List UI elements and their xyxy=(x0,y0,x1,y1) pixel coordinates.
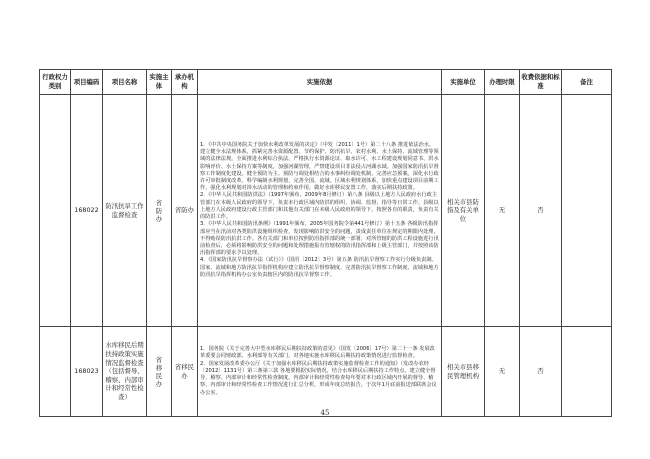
basis-paragraph: 3．《中华人民共和国防汛条例》（1991年颁布，2005年国务院令第441号修订）第十五条 各级防汛指挥部应当在汛前对各类防洪设施组织检查，发现影响防洪安全的问题，责成责任单位在规定的期限内处理，不得贻误防汛抗洪工作。各有关部门和单位按照防汛指挥部的统一部署，对所管辖的防洪工程设施进行汛前检查后，必须将影响防洪安全的问题和处理措施报有管辖权的防汛指挥部和上级主管部门，并按照该防汛指挥部的要求予以处理。 xyxy=(200,221,439,257)
table-header-row xyxy=(40,70,612,95)
header-fee: 收费依据和标准 xyxy=(520,70,562,95)
cell-code: 168022 xyxy=(71,95,103,327)
cell-category xyxy=(40,95,71,327)
cell-fee: 否 xyxy=(520,327,562,417)
cell-name: 防汛抗旱工作监督检查 xyxy=(103,95,147,327)
header-code: 项目编码 xyxy=(71,70,103,95)
header-remark: 备注 xyxy=(562,70,612,95)
cell-subject: 省防办 xyxy=(147,95,172,327)
cell-basis xyxy=(198,95,442,327)
cell-code: 168023 xyxy=(71,327,103,417)
cell-time-limit: 无 xyxy=(485,95,520,327)
cell-category xyxy=(40,327,71,417)
cell-organ: 省移民办 xyxy=(172,327,198,417)
cell-unit: 相关市县移民管理机构 xyxy=(442,327,485,417)
header-name: 项目名称 xyxy=(103,70,147,95)
header-category: 行政权力类别 xyxy=(40,70,71,95)
table-row xyxy=(40,95,612,327)
cell-name: 水库移民后期扶持政策实施情况监督检查（包括督导、稽察、内部审计和经常性检查） xyxy=(103,327,147,417)
cell-time-limit: 无 xyxy=(485,327,520,417)
cell-subject: 省移民办 xyxy=(147,327,172,417)
basis-paragraph: 2．《中华人民共和国防洪法》（1997年颁布，2009年8月修订）第八条 县级以上地方人民政府水行政主管部门在本级人民政府的领导下，负责本行政区域内防洪的组织、协调、监督、指导等日常工作。县级以上地方人民政府建设行政主管部门和其他有关部门在本级人民政府的领导下，按照各自的职责，负责有关的防洪工作。 xyxy=(200,192,439,221)
header-subject: 实施主体 xyxy=(147,70,172,95)
header-time-limit: 办理时限 xyxy=(485,70,520,95)
header-organ: 承办机构 xyxy=(172,70,198,95)
cell-basis xyxy=(198,327,442,417)
table-row xyxy=(40,327,612,417)
page-number: 45 xyxy=(320,409,330,417)
basis-paragraph: 1．国务院《关于完善大中型水库移民后期扶持政策的意见》（国发〔2006〕17号）第二十一条 发展改革委要会同财政部、水利部等有关部门，对各地实施水库移民后期扶持政策情况进行监督检查。 xyxy=(200,346,435,360)
header-unit: 实施单位 xyxy=(442,70,485,95)
cell-remark xyxy=(562,327,612,417)
basis-paragraph: 2．国家发展改革委办公厅《关于加强水库移民后期扶持政策实施监督检查工作的通知》（发改办农经〔2012〕1131号）第三条第三款 各地要根据实际情况，结合水库移民后期扶持工作特点，建立健全督导、稽察、内部审计和经常性检查制度。内部审计和经常性检查每年要对本行政区域内开展的督导、稽察、内部审计和经常性检查工作情况进行汇总分析，形成年度总结报告，于次年1月底前报送部联席会议办公室。 xyxy=(200,360,437,396)
power-list-table xyxy=(39,69,612,417)
header-basis: 实施依据 xyxy=(198,70,442,95)
cell-remark xyxy=(562,95,612,327)
basis-paragraph: 4．《国家防汛抗旱督察办法（试行）》（国汛〔2012〕3号）第五条 防汛抗旱督察工作实行分级负责制。国家、流域和地方防汛抗旱指挥机构应建立防汛抗旱督察制度，完善防汛抗旱督察工作制度，流域和地方防汛抗旱指挥机构办公室负责辖区内的防汛抗旱督察工作。 xyxy=(200,257,439,278)
cell-fee: 否 xyxy=(520,95,562,327)
cell-organ: 省防办 xyxy=(172,95,198,327)
cell-unit: 相关市县防指及有关单位 xyxy=(442,95,485,327)
basis-paragraph: 1．《中共中央国务院关于加快水利改革发展的决定》（中发〔2011〕1号）第二十八条 推进依法治水。建立健全水法规体系，抓紧完善水资源配置、节约保护、防汛抗旱、农村水利、水土保持、流域管理等领域的法律法规。全面推进水利综合执法，严格执行水资源论证、取水许可、水工程建设规划同意书、洪水影响评价、水土保持方案等制度。加强河湖管理，严禁建设项目非法侵占河湖水域。加强国家防汛抗旱督察工作制度化建设。健全预防为主、预防与调处相结合的水事纠纷调处机制，完善应急预案。深化水行政许可审批制度改革。科学编制水利规划，完善全国、流域、区域水利规划体系，加快重点建设项目前期工作，强化水利规划对涉水活动的管理和约束作用。做好水库移民安置工作，落实后期扶持政策。 xyxy=(200,142,439,192)
